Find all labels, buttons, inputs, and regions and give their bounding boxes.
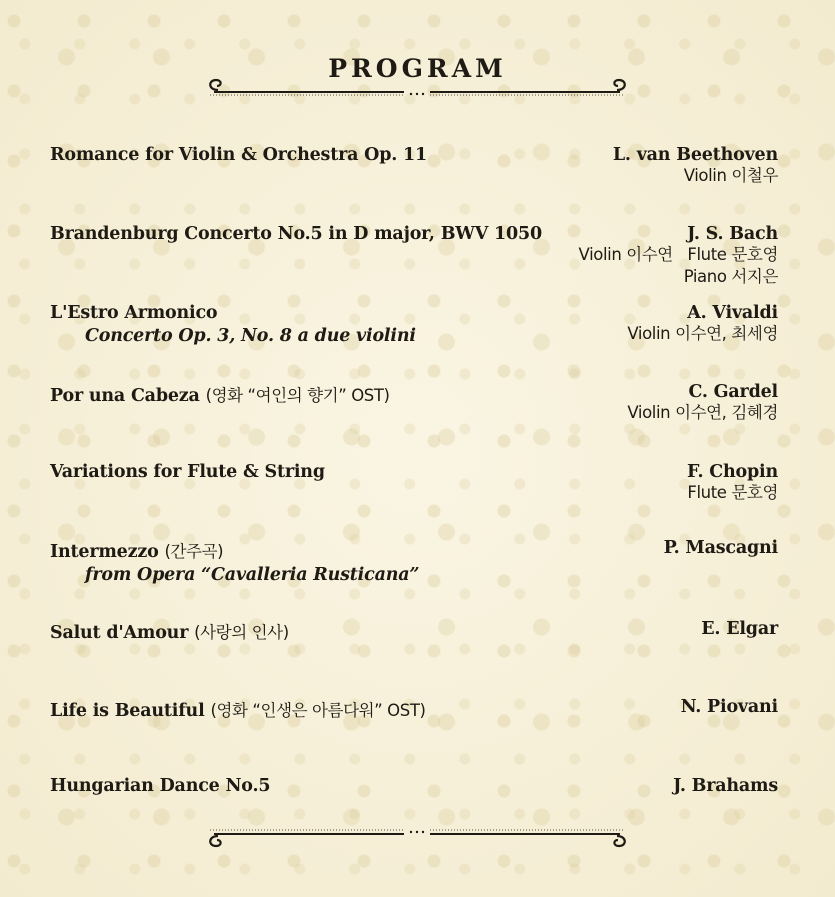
piece-note: (영화 “여인의 향기” OST) xyxy=(205,386,390,405)
credits xyxy=(687,462,778,504)
piece-title: Romance for Violin & Orchestra Op. 11 xyxy=(50,145,427,165)
page-title: PROGRAM xyxy=(328,54,507,83)
credits xyxy=(664,538,778,558)
composer: L. van Beethoven xyxy=(612,145,778,165)
piece-title: Salut d'Amour (사랑의 인사) xyxy=(50,623,289,643)
piece-title: Variations for Flute & String xyxy=(50,462,325,482)
composer: F. Chopin xyxy=(687,462,778,482)
composer: A. Vivaldi xyxy=(687,303,778,323)
performer: Violin 이수연 Flute 문호영 xyxy=(578,245,778,264)
piece-note: (사랑의 인사) xyxy=(194,623,289,642)
credits xyxy=(673,776,778,796)
piece-subtitle: from Opera “Cavalleria Rusticana” xyxy=(85,565,420,585)
credits xyxy=(627,382,778,424)
composer: C. Gardel xyxy=(688,382,778,402)
performer: Violin 이수연, 최세영 xyxy=(627,324,778,343)
piece-note: (간주곡) xyxy=(164,542,224,561)
performer: Violin 이철우 xyxy=(683,166,778,185)
composer: J. Brahams xyxy=(673,776,778,796)
piece-title: Brandenburg Concerto No.5 in D major, BWV 1050 xyxy=(50,224,542,244)
composer: J. S. Bach xyxy=(687,224,778,244)
performer: Violin 이수연, 김혜경 xyxy=(627,403,778,422)
performer: Piano 서지은 xyxy=(683,267,778,286)
piece-note: (영화 “인생은 아름다워” OST) xyxy=(210,701,426,720)
piece-title: L'Estro Armonico Concerto Op. 3, No. 8 a due violini xyxy=(50,303,416,346)
piece-title: Hungarian Dance No.5 xyxy=(50,776,271,796)
credits xyxy=(579,224,778,288)
ornament-divider-bottom xyxy=(200,825,635,855)
composer: N. Piovani xyxy=(680,697,778,717)
piece-subtitle: Concerto Op. 3, No. 8 a due violini xyxy=(85,326,416,346)
credits xyxy=(681,697,778,717)
piece-title: Por una Cabeza (영화 “여인의 향기” OST) xyxy=(50,386,390,406)
piece-title: Intermezzo (간주곡) from Opera “Cavalleria Rusticana” xyxy=(50,542,420,585)
ornament-divider-top xyxy=(200,70,635,100)
composer: P. Mascagni xyxy=(663,538,778,558)
performer: Flute 문호영 xyxy=(687,483,778,502)
credits xyxy=(613,145,778,187)
composer: E. Elgar xyxy=(701,619,778,639)
credits xyxy=(701,619,778,639)
credits xyxy=(627,303,778,345)
piece-title: Life is Beautiful (영화 “인생은 아름다워” OST) xyxy=(50,701,426,721)
